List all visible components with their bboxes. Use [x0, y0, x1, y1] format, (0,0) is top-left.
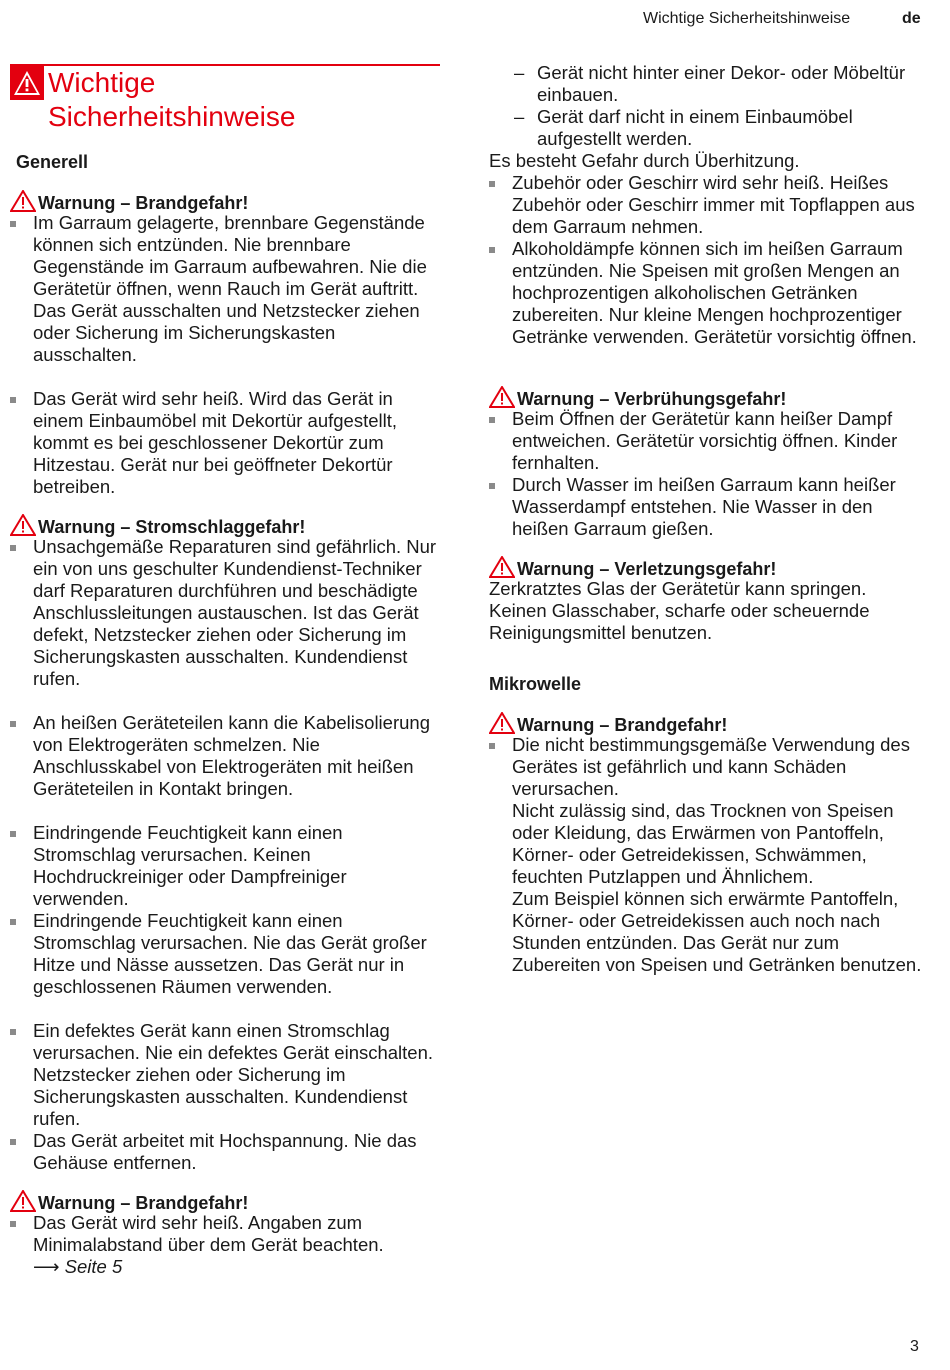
- warning-triangle-icon: [489, 712, 515, 734]
- list-item: [489, 734, 929, 976]
- language-code: de: [902, 10, 921, 27]
- title-line-2: Sicherheitshinweise: [48, 101, 296, 132]
- warning-heading-fire: [489, 712, 727, 736]
- list-item-paragraph: Die nicht bestimmungsgemäße Verwendung des Gerätes ist gefährlich und kann Schäden verursachen.: [512, 734, 910, 799]
- overheating-text: Es besteht Gefahr durch Überhitzung.: [489, 150, 800, 171]
- list-item-text: Durch Wasser im heißen Garraum kann heißer Wasserdampf entstehen. Nie Wasser in den heißen Garraum gießen.: [512, 474, 896, 539]
- bullet-icon: [489, 417, 495, 423]
- bullet-icon: [10, 831, 16, 837]
- section-heading-mikrowelle: Mikrowelle: [489, 674, 582, 694]
- warning-label: Warnung – Verletzungsgefahr!: [517, 559, 777, 579]
- warning-box-icon: [10, 66, 44, 105]
- warning-label: Warnung – Stromschlaggefahr!: [38, 517, 306, 537]
- list-item-text: An heißen Geräteteilen kann die Kabelisolierung von Elektrogeräten schmelzen. Nie Anschlusskabel von Elektrogeräten mit heißen Geräteteilen in Kontakt bringen.: [33, 712, 430, 799]
- bullet-icon: [489, 743, 495, 749]
- dash-item-text: Gerät darf nicht in einem Einbaumöbel aufgestellt werden.: [537, 106, 853, 149]
- list-item: [10, 388, 440, 498]
- page-number: 3: [910, 1338, 919, 1355]
- bullet-icon: [10, 721, 16, 727]
- warning-heading-injury: [489, 556, 776, 580]
- arrow-right-icon: ⟶: [33, 1256, 60, 1277]
- list-item: [489, 408, 929, 474]
- dash-marker: –: [514, 62, 525, 83]
- warning-triangle-icon: [489, 386, 515, 408]
- list-item: [10, 1020, 440, 1130]
- bullet-icon: [489, 181, 495, 187]
- dash-marker: –: [514, 106, 525, 127]
- warning-triangle-icon: [10, 1190, 36, 1212]
- list-item: [10, 712, 440, 800]
- list-item: [10, 536, 440, 690]
- warning-label: Warnung – Brandgefahr!: [38, 193, 249, 213]
- list-item-text: Das Gerät wird sehr heiß. Wird das Gerät in einem Einbaumöbel mit Dekortür aufgestellt, kommt es bei geschlossener Dekortür zum Hitzestau. Gerät nur bei geöffneter Dekortür betreiben.: [33, 388, 398, 497]
- warning-label: Warnung – Brandgefahr!: [517, 715, 728, 735]
- list-item-text: [512, 734, 929, 976]
- list-item: [10, 1130, 440, 1174]
- list-item-text: Das Gerät arbeitet mit Hochspannung. Nie das Gehäuse entfernen.: [33, 1130, 417, 1173]
- list-item-text: Eindringende Feuchtigkeit kann einen Stromschlag verursachen. Nie das Gerät großer Hitze und Nässe aussetzen. Das Gerät nur in geschlossenen Räumen verwenden.: [33, 910, 427, 997]
- bullet-icon: [10, 1139, 16, 1145]
- page-reference-link[interactable]: Seite 5: [64, 1256, 123, 1277]
- list-item-paragraph: Zum Beispiel können sich erwärmte Pantoffeln, Körner- oder Getreidekissen auch noch nach Stunden entzünden. Das Gerät nur zum Zubereiten von Speisen und Getränken benutzen.: [512, 888, 922, 975]
- warning-heading-fire: [10, 190, 248, 214]
- bullet-icon: [10, 919, 16, 925]
- list-item: [10, 822, 440, 910]
- list-item: [489, 172, 929, 238]
- list-item-text: [33, 1212, 440, 1278]
- warning-triangle-icon: [10, 514, 36, 536]
- dash-item-text: Gerät nicht hinter einer Dekor- oder Möbeltür einbauen.: [537, 62, 906, 105]
- bullet-icon: [10, 1029, 16, 1035]
- injury-text: Zerkratztes Glas der Gerätetür kann springen. Keinen Glasschaber, scharfe oder scheuernde Reinigungsmittel benutzen.: [489, 578, 870, 643]
- list-item-text: Ein defektes Gerät kann einen Stromschlag verursachen. Nie ein defektes Gerät einschalten. Netzstecker ziehen oder Sicherung im Sicherungskasten ausschalten. Kundendienst rufen.: [33, 1020, 434, 1129]
- list-item-body: Das Gerät wird sehr heiß. Angaben zum Minimalabstand über dem Gerät beachten.: [33, 1212, 384, 1255]
- bullet-icon: [10, 221, 16, 227]
- warning-label: Warnung – Verbrühungsgefahr!: [517, 389, 787, 409]
- list-item-text: Alkoholdämpfe können sich im heißen Garraum entzünden. Nie Speisen mit großen Mengen an hochprozentigen alkoholischen Getränken zubereiten. Nur kleine Mengen hochprozentiger Getränke verwenden. Gerätetür vorsichtig öffnen.: [512, 238, 917, 347]
- section-heading-generell: Generell: [16, 152, 89, 172]
- bullet-icon: [10, 397, 16, 403]
- list-item-paragraph: Nicht zulässig sind, das Trocknen von Speisen oder Kleidung, das Erwärmen von Pantoffeln, Körner- oder Getreidekissen, Schwämmen, feuchten Putzlappen und Ähnlichem.: [512, 800, 894, 887]
- warning-heading-electric: [10, 514, 305, 538]
- bullet-icon: [10, 1221, 16, 1227]
- list-item-text: Beim Öffnen der Gerätetür kann heißer Dampf entweichen. Gerätetür vorsichtig öffnen. Kinder fernhalten.: [512, 408, 898, 473]
- warning-label: Warnung – Brandgefahr!: [38, 1193, 249, 1213]
- list-item-text: Eindringende Feuchtigkeit kann einen Stromschlag verursachen. Keinen Hochdruckreiniger oder Dampfreiniger verwenden.: [33, 822, 347, 909]
- title-text: [48, 66, 295, 134]
- list-item: [489, 238, 929, 348]
- header-title: Wichtige Sicherheitshinweise: [643, 10, 851, 27]
- list-item-text: Unsachgemäße Reparaturen sind gefährlich. Nur ein von uns geschulter Kundendienst-Techniker darf Reparaturen durchführen und beschädigte Anschlussleitungen austauschen. Ist das Gerät defekt, Netzstecker ziehen oder Sicherung im Sicherungskasten ausschalten. Kundendienst rufen.: [33, 536, 437, 689]
- list-item: [10, 212, 440, 366]
- bullet-icon: [10, 545, 16, 551]
- list-item: [489, 474, 929, 540]
- list-item-text: Im Garraum gelagerte, brennbare Gegenstände können sich entzünden. Nie brennbare Gegenstände im Garraum aufbewahren. Nie die Gerätetür öffnen, wenn Rauch im Gerät auftritt. Das Gerät ausschalten und Netzstecker ziehen oder Sicherung im Sicherungskasten ausschalten.: [33, 212, 427, 365]
- page-header: [0, 8, 950, 28]
- dash-item: [514, 62, 929, 106]
- title-line-1: Wichtige: [48, 67, 156, 98]
- dash-item: [514, 106, 929, 150]
- warning-heading-scald: [489, 386, 786, 410]
- list-item: [10, 1212, 440, 1278]
- warning-triangle-icon: [10, 190, 36, 212]
- list-item: [10, 910, 440, 998]
- warning-heading-fire: [10, 1190, 248, 1214]
- bullet-icon: [489, 247, 495, 253]
- warning-triangle-icon: [489, 556, 515, 578]
- bullet-icon: [489, 483, 495, 489]
- list-item-text: Zubehör oder Geschirr wird sehr heiß. Heißes Zubehör oder Geschirr immer mit Topflappen aus dem Garraum nehmen.: [512, 172, 915, 237]
